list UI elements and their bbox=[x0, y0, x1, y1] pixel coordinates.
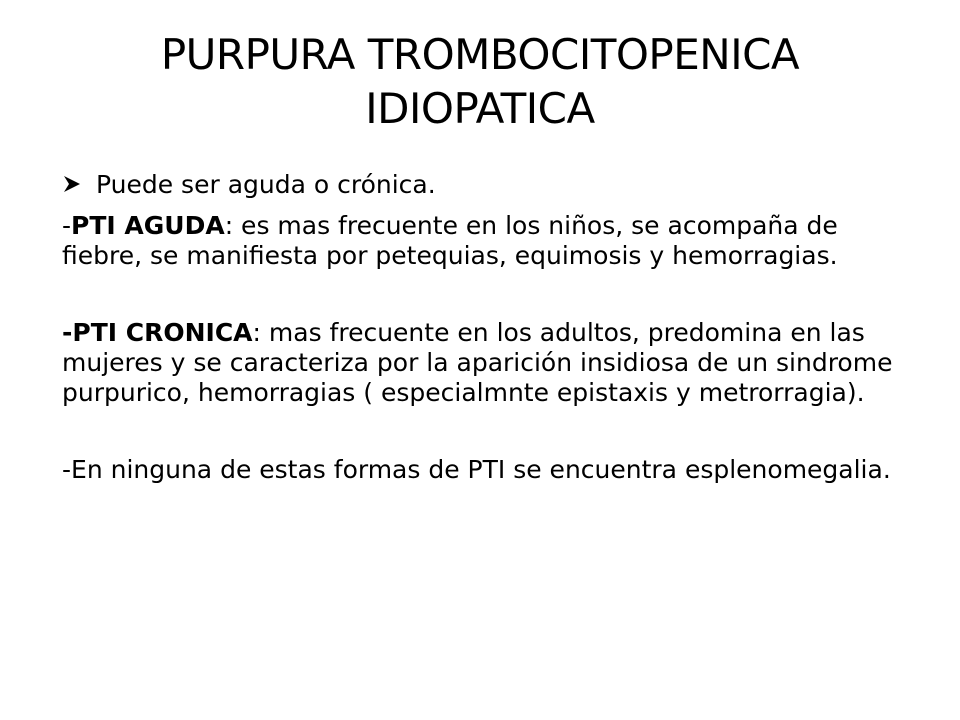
aguda-text: : es mas frecuente en los niños, se acompaña de fiebre, se manifiesta por petequias, equimosis y hemorragias. bbox=[62, 211, 838, 270]
bullet-text: Puede ser aguda o crónica. bbox=[96, 170, 436, 199]
paragraph-esplenomegalia bbox=[62, 455, 922, 485]
cronica-label: -PTI CRONICA bbox=[62, 318, 253, 347]
ninguna-text: -En ninguna de estas formas de PTI se encuentra esplenomegalia. bbox=[62, 455, 891, 484]
arrowhead-bullet-icon bbox=[62, 171, 96, 201]
title-line-2: IDIOPATICA bbox=[365, 84, 595, 133]
title-line-1: PURPURA TROMBOCITOPENICA bbox=[160, 30, 800, 79]
paragraph-pti-cronica bbox=[62, 318, 922, 408]
paragraph-pti-aguda bbox=[62, 211, 922, 271]
cronica-text: : mas frecuente en los adultos, predomina en las mujeres y se caracteriza por la aparición insidiosa de un sindrome purpurico, hemorragias ( especialmnte epistaxis y metrorragia). bbox=[62, 318, 893, 407]
bullet-item bbox=[62, 170, 922, 201]
slide-body bbox=[62, 170, 922, 485]
aguda-prefix: - bbox=[62, 211, 72, 240]
slide-title bbox=[40, 28, 920, 136]
aguda-label: PTI AGUDA bbox=[71, 211, 225, 240]
